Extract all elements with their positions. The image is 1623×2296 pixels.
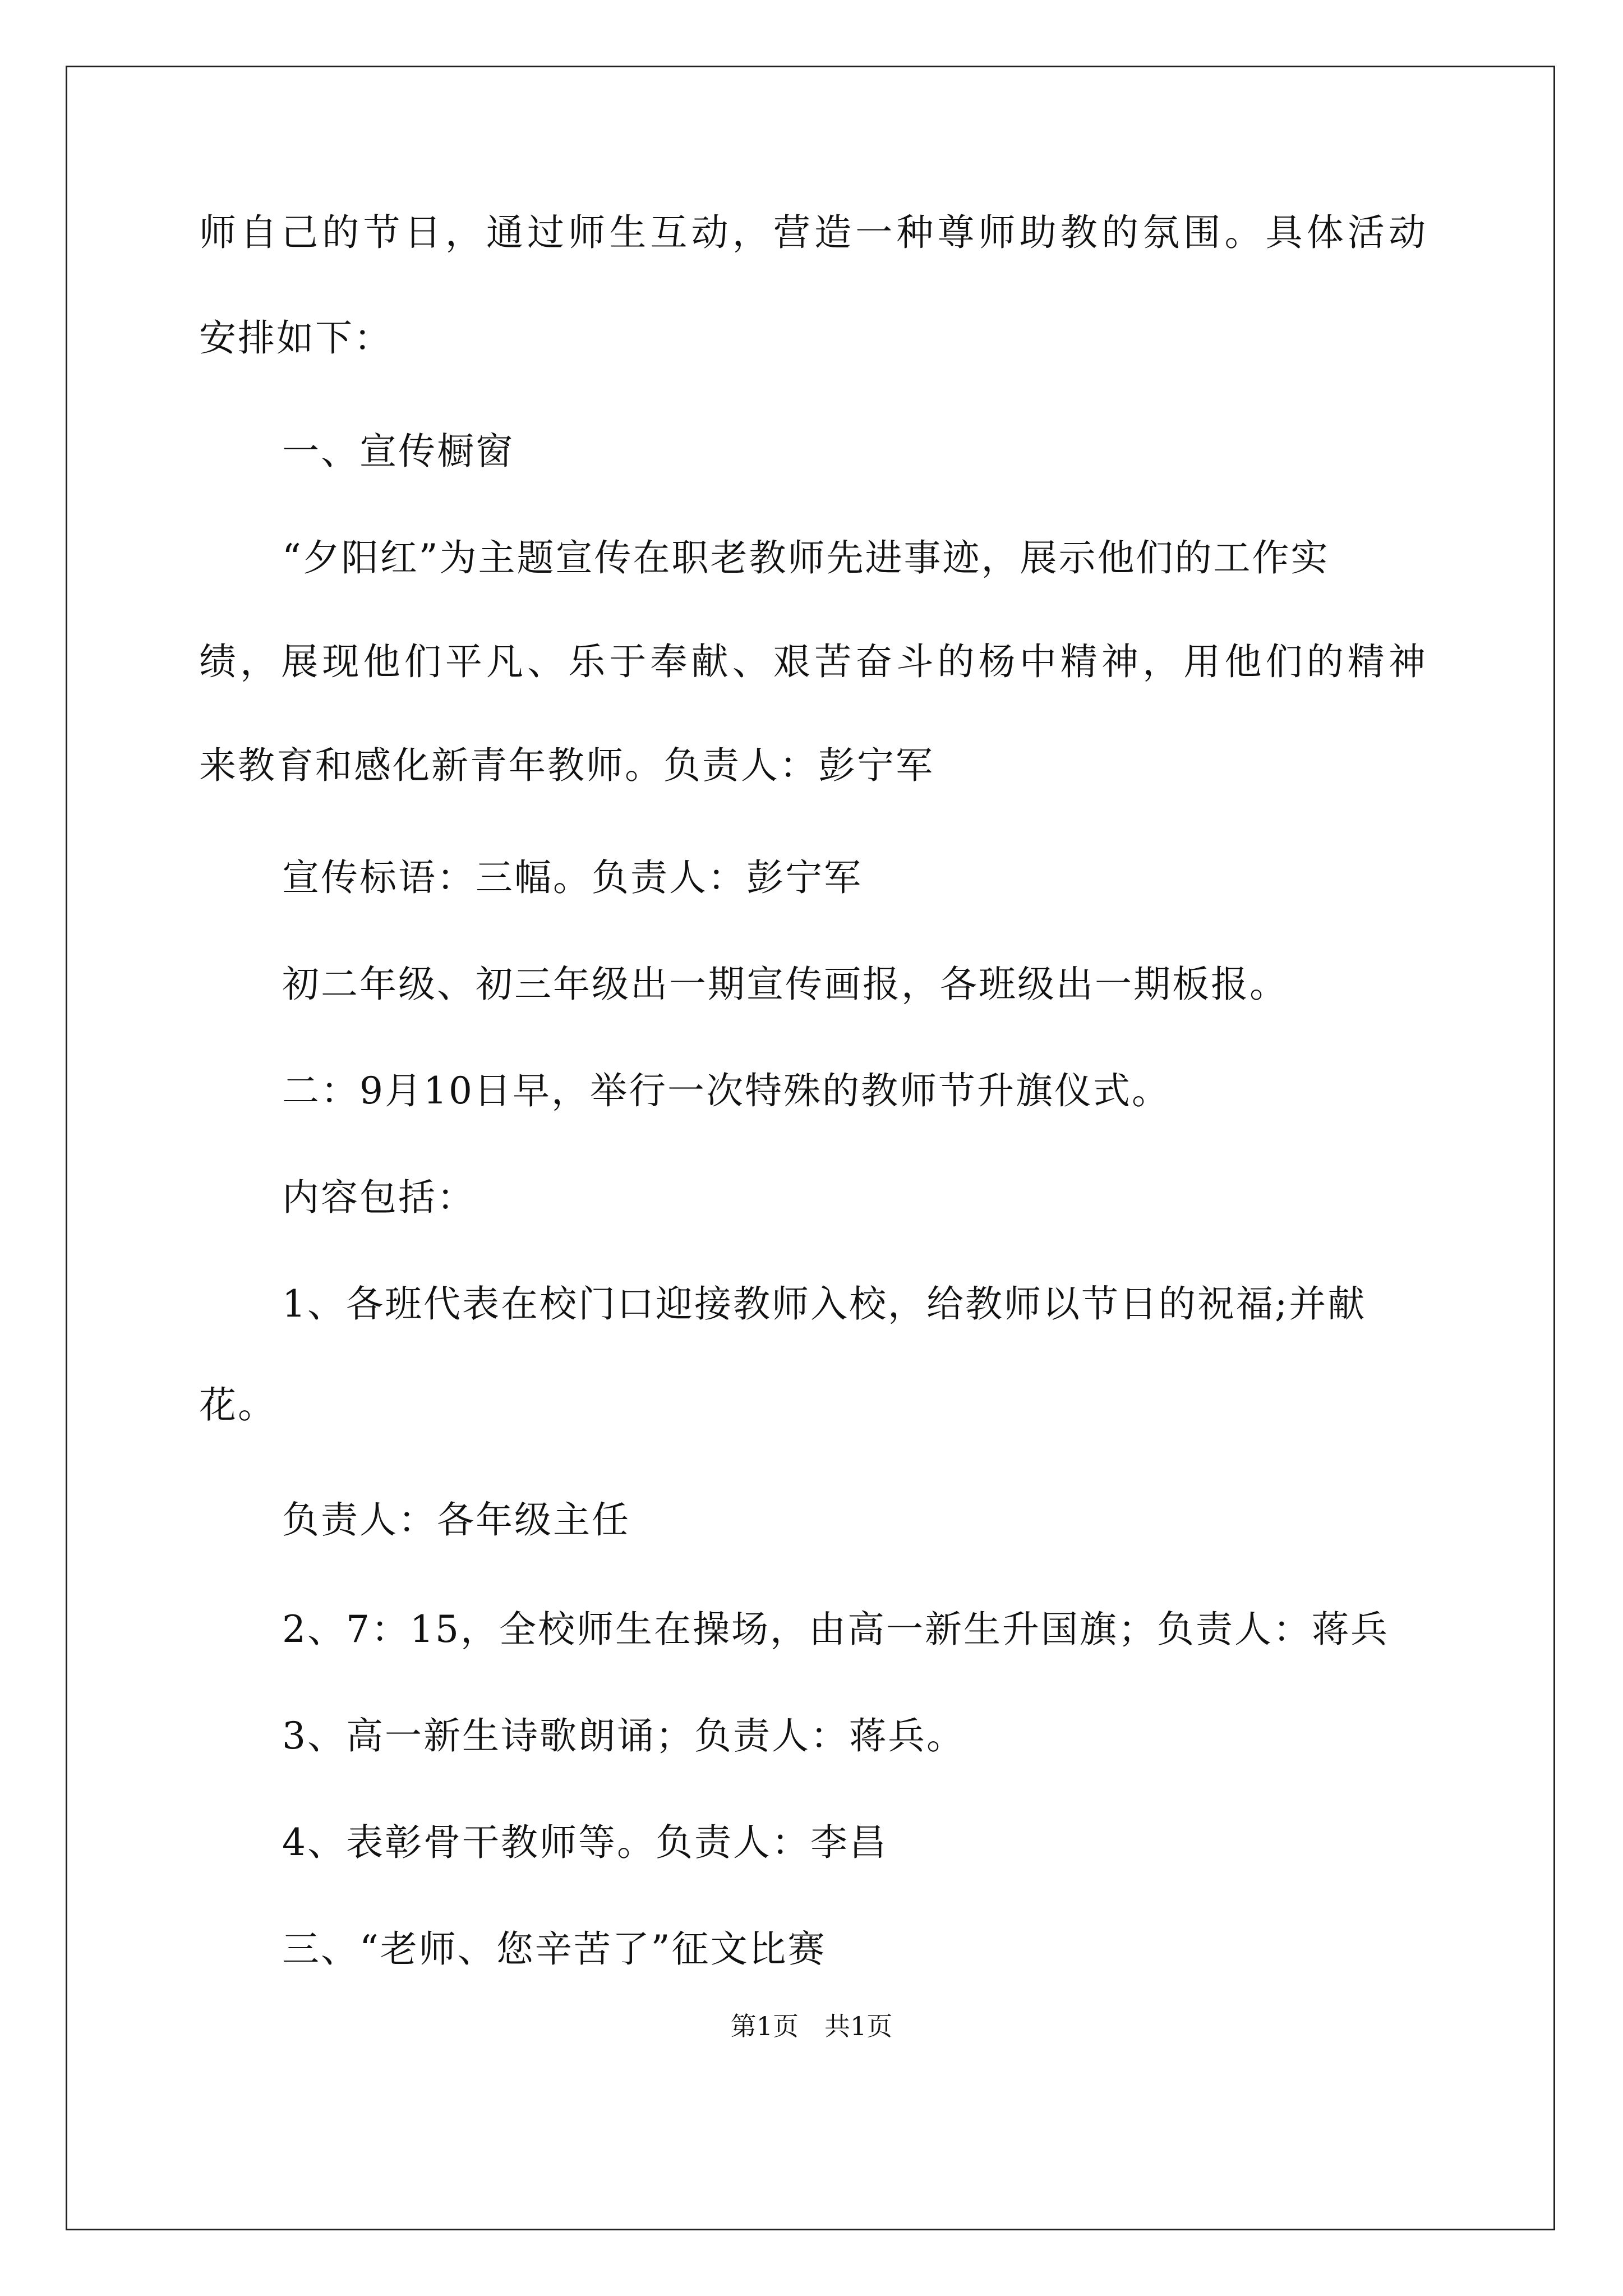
paragraph-line: 初二年级、初三年级出一期宣传画报，各班级出一期板报。 [282, 963, 1288, 1006]
list-item: 1、各班代表在校门口迎接教师入校，给教师以节日的祝福;并献 [282, 1282, 1367, 1326]
paragraph-line: 内容包括： [282, 1176, 476, 1219]
list-item: 2、7：15，全校师生在操场，由高一新生升国旗；负责人：蒋兵 [282, 1608, 1389, 1651]
paragraph-line: 花。 [199, 1383, 276, 1427]
paragraph-line: “夕阳红”为主题宣传在职老教师先进事迹，展示他们的工作实 [282, 536, 1330, 579]
paragraph-line: 宣传标语：三幅。负责人：彭宁军 [282, 856, 863, 899]
page-footer: 第1页 共1页 [730, 2011, 893, 2041]
paragraph-line: 来教育和感化新青年教师。负责人：彭宁军 [199, 744, 934, 787]
page-border [66, 66, 1555, 2230]
list-item: 3、高一新生诗歌朗诵；负责人：蒋兵。 [282, 1714, 965, 1757]
paragraph-line: 绩，展现他们平凡、乐于奉献、艰苦奋斗的杨中精神，用他们的精神 [199, 640, 1427, 683]
paragraph-line: 负责人：各年级主任 [282, 1498, 630, 1542]
paragraph-line: 师自己的节日，通过师生互动，营造一种尊师助教的氛围。具体活动 [199, 211, 1427, 254]
list-item: 4、表彰骨干教师等。负责人：李昌 [282, 1821, 888, 1864]
section-heading: 三、“老师、您辛苦了”征文比赛 [282, 1927, 827, 1971]
section-heading: 二：9月10日早，举行一次特殊的教师节升旗仪式。 [282, 1069, 1170, 1112]
section-heading: 一、宣传橱窗 [282, 430, 514, 473]
paragraph-line: 安排如下： [199, 316, 393, 360]
